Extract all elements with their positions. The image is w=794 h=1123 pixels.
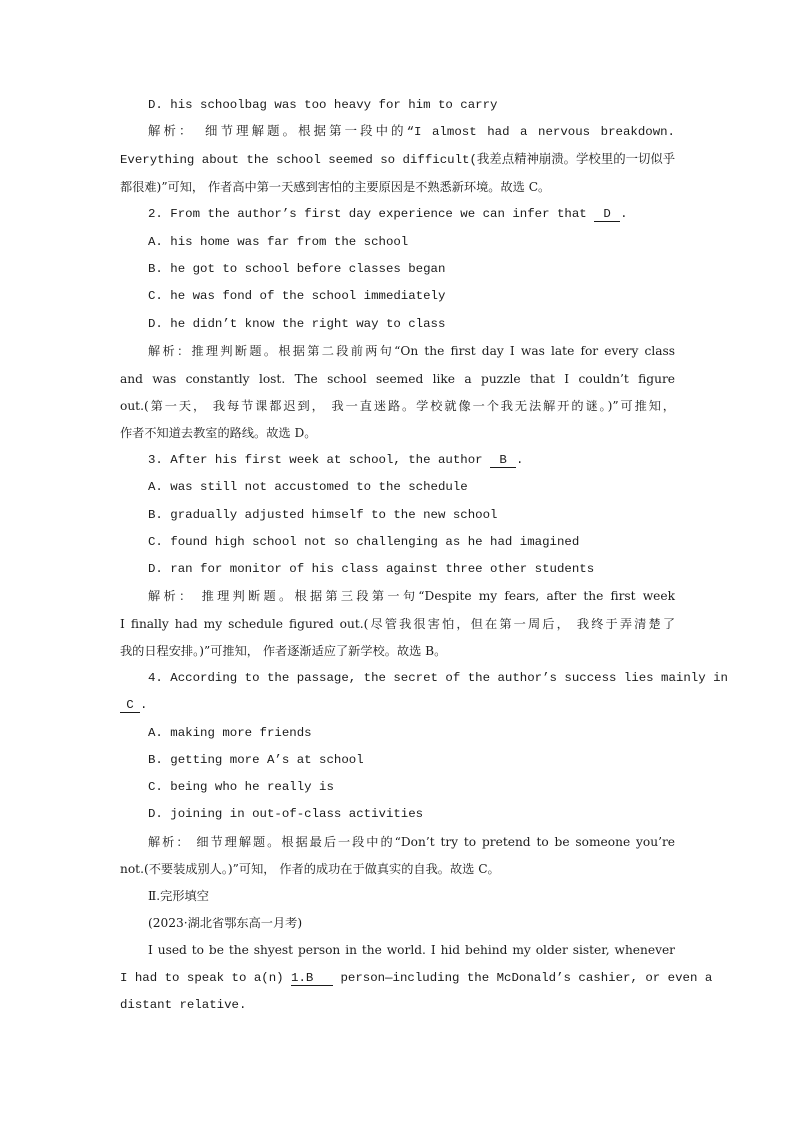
q2-option-c: C. he was fond of the school immediately <box>148 289 446 303</box>
cloze-passage-line-2 <box>120 970 713 986</box>
q4-stem-end: . <box>140 698 148 712</box>
q4-option-c: C. being who he really is <box>148 780 334 794</box>
q4-stem: 4. According to the passage, the secret of the author’s success lies mainly in <box>148 671 728 685</box>
q3-stem-end: . <box>516 453 524 467</box>
cloze-text-before-blank: I had to speak to a(n) <box>120 971 284 985</box>
section-title: Ⅱ.完形填空 <box>148 889 209 903</box>
q3-explanation-line-1: 解析： 推理判断题。根据第三段第一句“Despite my fears, after the first week <box>148 589 675 603</box>
q3-explanation-line-2: I finally had my schedule figured out.(尽管我很害怕，但在第一周后， 我终于弄清楚了 <box>120 617 675 631</box>
q3-option-b: B. gradually adjusted himself to the new school <box>148 508 498 522</box>
q2-option-d: D. he didn’t know the right way to class <box>148 317 446 331</box>
q1-explanation-line-1: 解析： 细节理解题。根据第一段中的“I almost had a nervous breakdown. <box>148 125 675 139</box>
q1-explanation-line-2: Everything about the school seemed so difficult(我差点精神崩溃。学校里的一切似乎 <box>120 153 676 167</box>
q2-explanation-line-2: and was constantly lost. The school seemed like a puzzle that I couldn’t figure <box>120 372 675 386</box>
q3-option-d: D. ran for monitor of his class against three other students <box>148 562 595 576</box>
q2-option-b: B. he got to school before classes began <box>148 262 446 276</box>
q2-stem-text: 2. From the author’s first day experience we can infer that <box>148 207 587 221</box>
q4-option-b: B. getting more A’s at school <box>148 753 364 767</box>
q2-explanation-line-3: out.(第一天， 我每节课都迟到， 我一直迷路。学校就像一个我无法解开的谜。)”可推知， <box>120 399 675 413</box>
q4-explanation-line-1: 解析： 细节理解题。根据最后一段中的“Don’t try to pretend to be someone you’re <box>148 835 675 849</box>
q1-option-d: D. his schoolbag was too heavy for him to carry <box>148 98 498 112</box>
q3-option-c: C. found high school not so challenging as he had imagined <box>148 535 580 549</box>
source-note: (2023·湖北省鄂东高一月考) <box>148 916 303 930</box>
q4-answer-blank: C <box>120 699 140 713</box>
q2-explanation-line-4: 作者不知道去教室的路线。故选 D。 <box>120 426 317 440</box>
cloze-passage-line-3: distant relative. <box>120 998 247 1012</box>
q3-stem <box>148 452 675 468</box>
q3-explanation-line-3: 我的日程安排。)”可推知， 作者逐渐适应了新学校。故选 B。 <box>120 644 447 658</box>
q4-option-a: A. making more friends <box>148 726 312 740</box>
q4-explanation-line-2: not.(不要装成别人。)”可知， 作者的成功在于做真实的自我。故选 C。 <box>120 862 500 876</box>
q3-option-a: A. was still not accustomed to the schedule <box>148 480 468 494</box>
q3-answer-blank: B <box>490 454 516 468</box>
q2-stem <box>148 206 675 222</box>
q4-option-d: D. joining in out-of-class activities <box>148 807 424 821</box>
q2-explanation-line-1: 解析：推理判断题。根据第二段前两句“On the first day I was late for every class <box>148 344 675 358</box>
q3-stem-text: 3. After his first week at school, the author <box>148 453 483 467</box>
cloze-blank-1: 1.B <box>291 972 333 986</box>
q2-answer-blank: D <box>594 208 620 222</box>
q2-option-a: A. his home was far from the school <box>148 235 409 249</box>
q2-stem-end: . <box>620 207 628 221</box>
q4-stem-continued <box>120 697 675 713</box>
cloze-text-after-blank: person—including the McDonald’s cashier, or even a <box>340 971 713 985</box>
q1-explanation-line-3: 都很难)”可知， 作者高中第一天感到害怕的主要原因是不熟悉新环境。故选 C。 <box>120 180 551 194</box>
cloze-passage-line-1: I used to be the shyest person in the world. I hid behind my older sister, whenever <box>148 943 675 957</box>
